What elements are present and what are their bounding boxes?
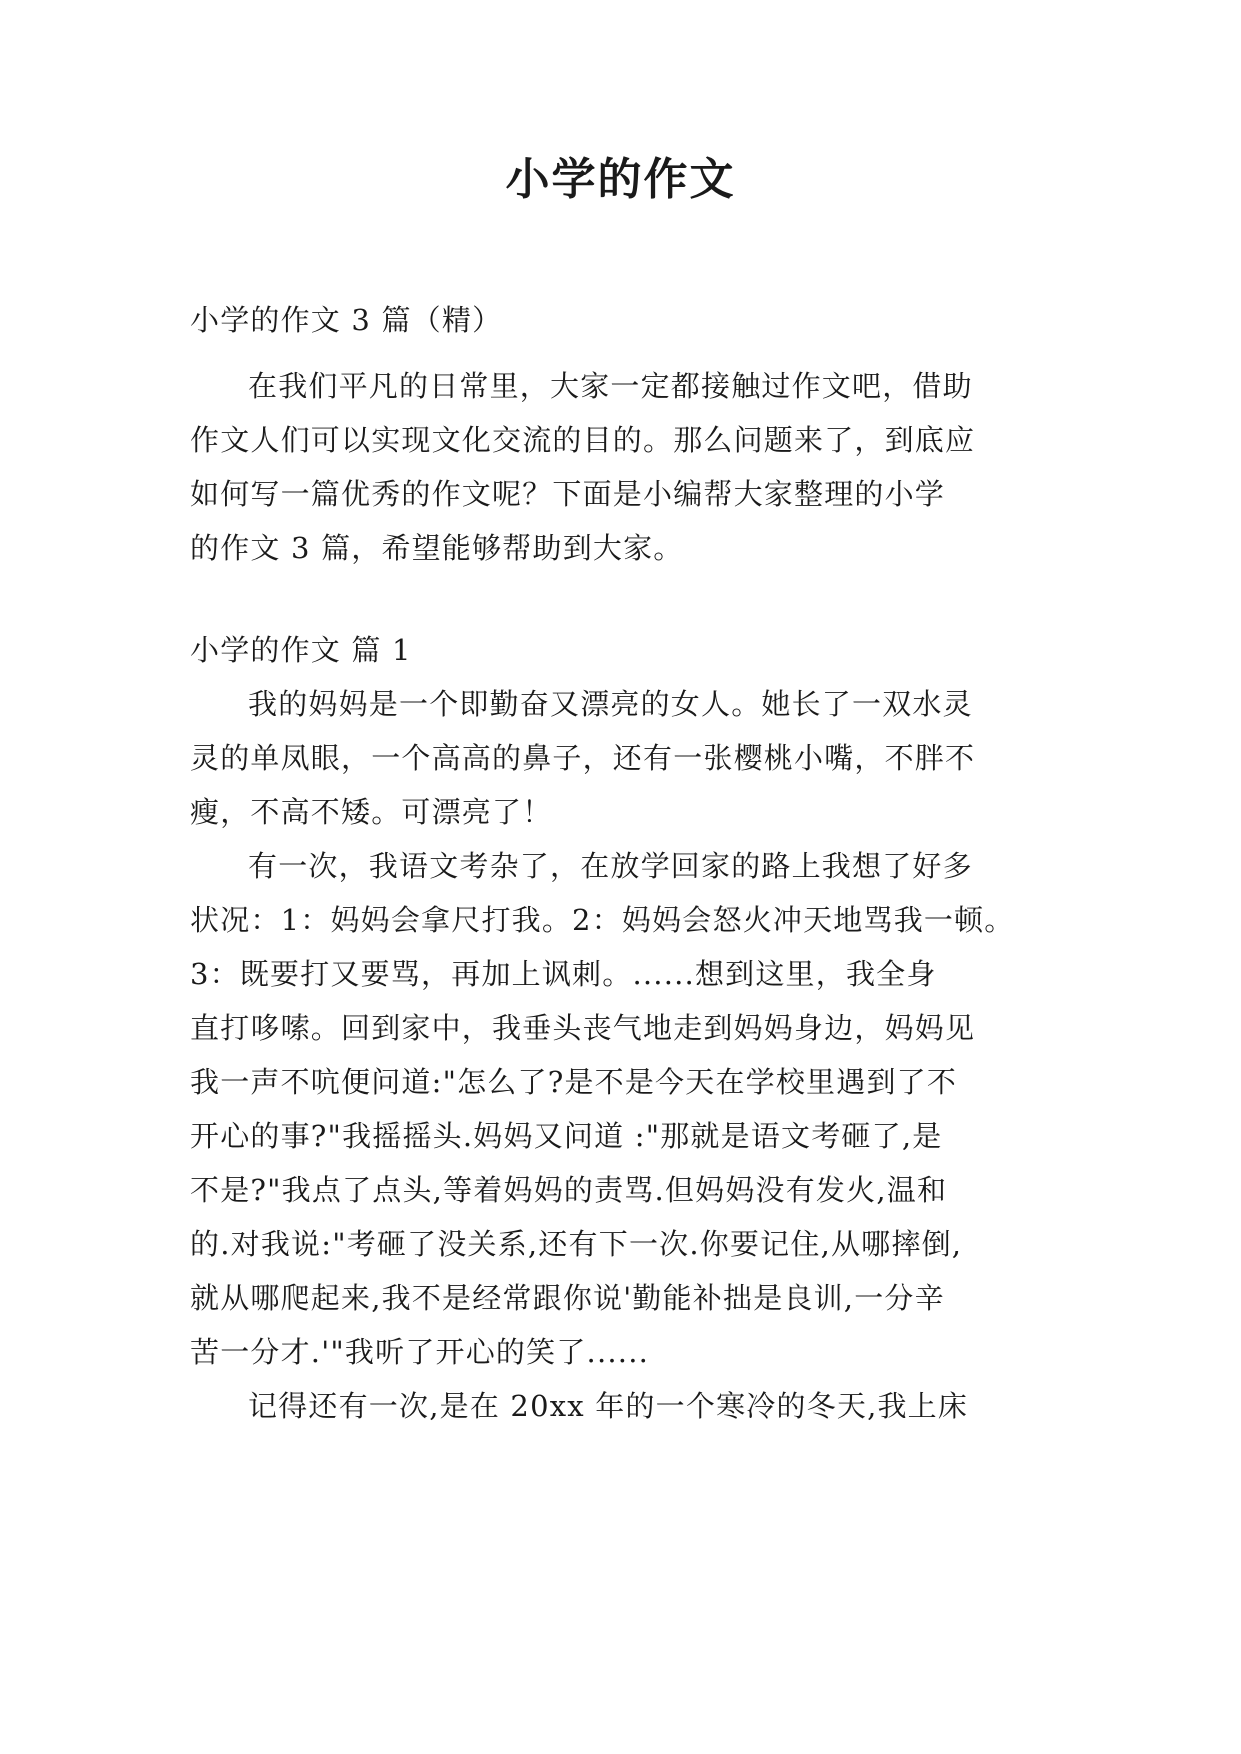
section-heading: 小学的作文 篇 1 bbox=[190, 633, 412, 667]
body-line: 不是?"我点了点头,等着妈妈的责骂.但妈妈没有发火,温和 bbox=[190, 1173, 948, 1207]
body-line: 开心的事?"我摇摇头.妈妈又问道 :"那就是语文考砸了,是 bbox=[190, 1119, 943, 1153]
body-line: 瘦，不高不矮。可漂亮了！ bbox=[190, 795, 553, 829]
body-line: 苦一分才.'"我听了开心的笑了...... bbox=[190, 1335, 650, 1369]
body-line: 记得还有一次,是在 20xx 年的一个寒冷的冬天,我上床 bbox=[248, 1389, 969, 1423]
body-line: 我一声不吭便问道:"怎么了?是不是今天在学校里遇到了不 bbox=[190, 1065, 958, 1099]
body-line: 我的妈妈是一个即勤奋又漂亮的女人。她长了一双水灵 bbox=[248, 687, 973, 721]
intro-line: 在我们平凡的日常里，大家一定都接触过作文吧，借助 bbox=[248, 369, 973, 403]
intro-line: 的作文 3 篇，希望能够帮助到大家。 bbox=[190, 531, 684, 565]
body-line: 状况：1：妈妈会拿尺打我。2：妈妈会怒火冲天地骂我一顿。 bbox=[190, 903, 1015, 937]
body-line: 直打哆嗦。回到家中，我垂头丧气地走到妈妈身边，妈妈见 bbox=[190, 1011, 976, 1045]
body-line: 有一次，我语文考杂了，在放学回家的路上我想了好多 bbox=[248, 849, 973, 883]
document-title: 小学的作文 bbox=[505, 154, 736, 205]
body-line: 3：既要打又要骂，再加上讽刺。......想到这里，我全身 bbox=[190, 957, 937, 991]
body-line: 就从哪爬起来,我不是经常跟你说'勤能补拙是良训,一分辛 bbox=[190, 1281, 945, 1315]
intro-line: 作文人们可以实现文化交流的目的。那么问题来了，到底应 bbox=[190, 423, 976, 457]
document-subtitle: 小学的作文 3 篇（精） bbox=[190, 303, 503, 337]
body-line: 的.对我说:"考砸了没关系,还有下一次.你要记住,从哪摔倒, bbox=[190, 1227, 963, 1261]
intro-line: 如何写一篇优秀的作文呢？下面是小编帮大家整理的小学 bbox=[190, 477, 946, 511]
body-line: 灵的单凤眼，一个高高的鼻子，还有一张樱桃小嘴，不胖不 bbox=[190, 741, 976, 775]
